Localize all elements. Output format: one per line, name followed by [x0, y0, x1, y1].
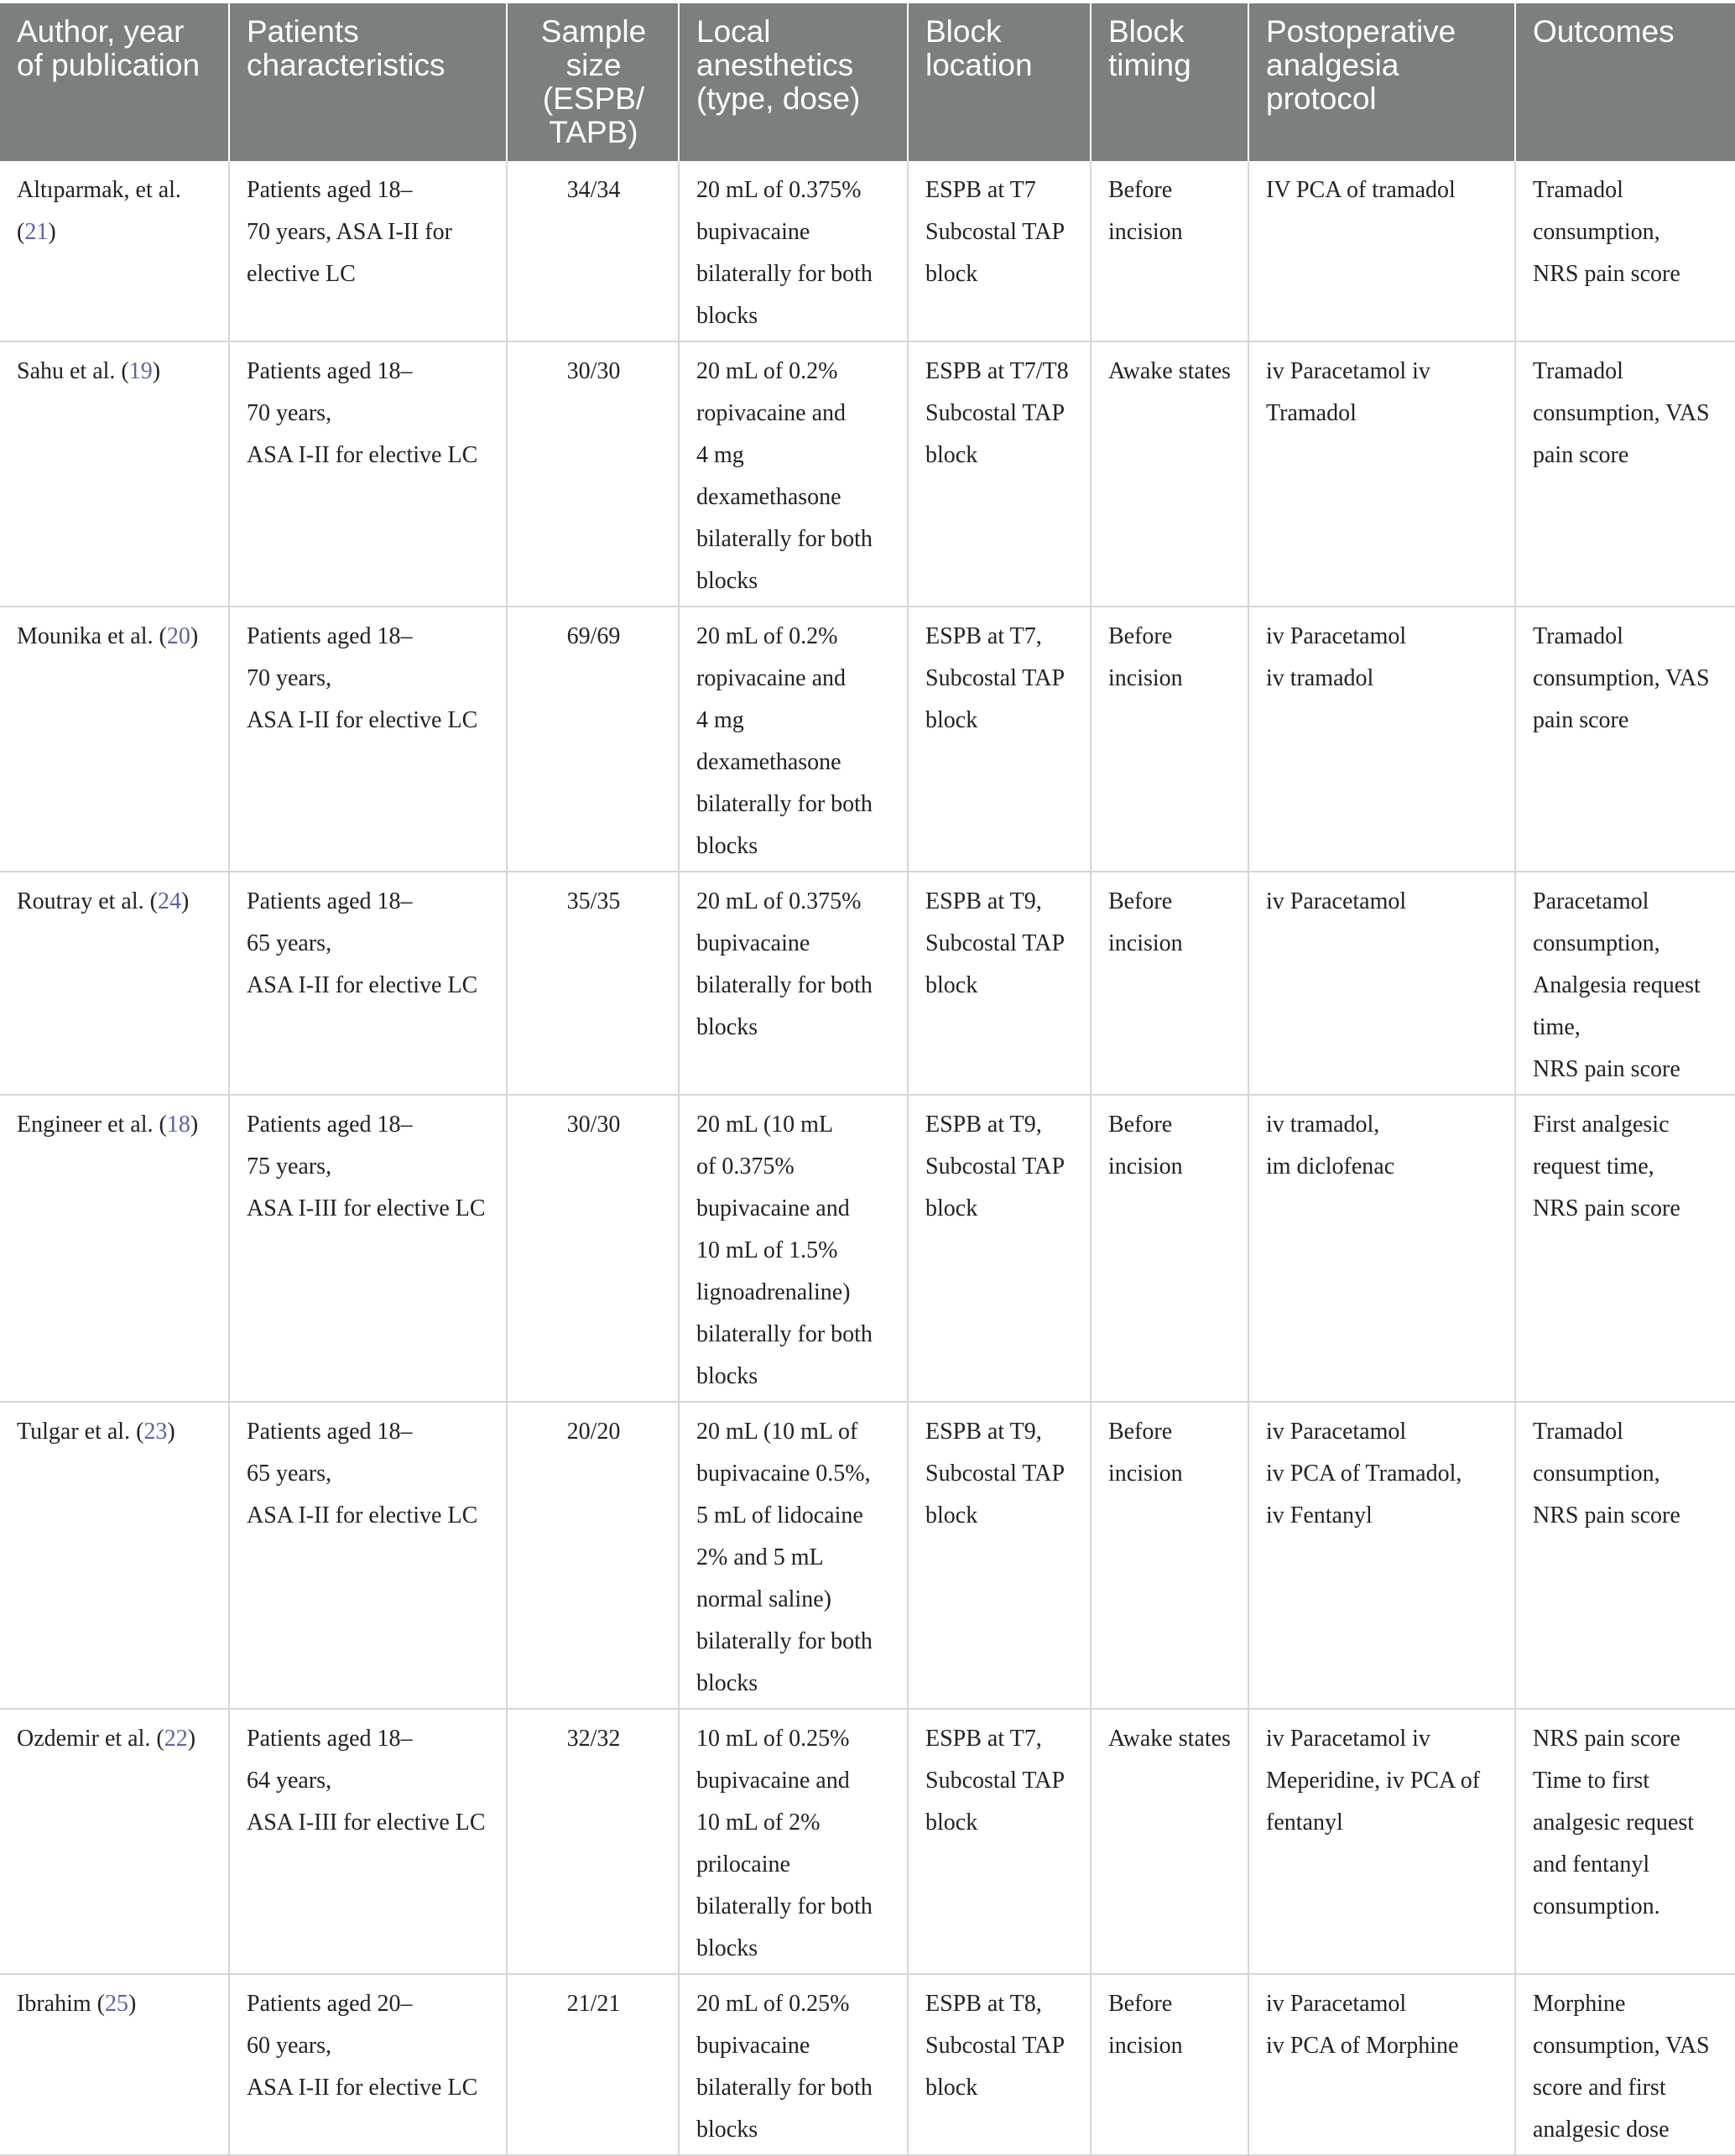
cell-sample-size: 34/34 — [507, 161, 679, 341]
cell-local-anesthetics-line: lignoadrenaline) — [696, 1279, 851, 1305]
cell-outcomes-line: First analgesic — [1533, 1112, 1670, 1138]
cell-patients-line: Patients aged 18– — [247, 1419, 413, 1445]
cell-patients-line: ASA I-III for elective LC — [247, 1810, 486, 1836]
cell-analgesia-protocol-line: iv Paracetamol iv — [1266, 358, 1430, 384]
cell-local-anesthetics — [679, 341, 908, 607]
author-text-end: ) — [48, 219, 56, 245]
table-row — [0, 341, 1735, 607]
cell-local-anesthetics-line: blocks — [696, 1935, 758, 1961]
cell-local-anesthetics-line: blocks — [696, 833, 758, 859]
cell-block-location — [908, 1402, 1091, 1709]
cell-patients-line: Patients aged 18– — [247, 358, 413, 384]
cell-analgesia-protocol — [1248, 1095, 1515, 1402]
reference-link[interactable]: 21 — [24, 219, 49, 245]
cell-author — [0, 1974, 229, 2155]
cell-outcomes-line: time, — [1533, 1014, 1581, 1040]
cell-patients — [229, 341, 507, 607]
cell-block-location-line: Subcostal TAP — [925, 1461, 1065, 1487]
cell-outcomes-line: consumption, — [1533, 930, 1660, 956]
cell-analgesia-protocol-line: Meperidine, iv PCA of — [1266, 1768, 1481, 1794]
cell-outcomes — [1515, 607, 1735, 872]
cell-outcomes-line: NRS pain score — [1533, 1502, 1680, 1528]
cell-block-location-line: block — [925, 261, 978, 287]
cell-analgesia-protocol-line: iv tramadol — [1266, 665, 1374, 691]
cell-block-timing-line: incision — [1108, 219, 1183, 245]
cell-analgesia-protocol-line: IV PCA of tramadol — [1266, 177, 1456, 203]
cell-local-anesthetics-line: bilaterally for both — [696, 1893, 873, 1919]
cell-outcomes-line: consumption. — [1533, 1893, 1660, 1919]
cell-local-anesthetics — [679, 1709, 908, 1974]
cell-block-location-line: ESPB at T9, — [925, 888, 1042, 914]
cell-local-anesthetics-line: bupivacaine and — [696, 1195, 850, 1221]
cell-local-anesthetics-line: dexamethasone — [696, 749, 841, 775]
cell-outcomes-line: analgesic request — [1533, 1810, 1695, 1836]
cell-outcomes-line: and fentanyl — [1533, 1851, 1650, 1877]
cell-outcomes-line: Paracetamol — [1533, 888, 1649, 914]
cell-local-anesthetics-line: 2% and 5 mL — [696, 1544, 824, 1570]
cell-patients-line: Patients aged 18– — [247, 623, 413, 649]
cell-outcomes-line: NRS pain score — [1533, 261, 1680, 287]
cell-patients-line: Patients aged 18– — [247, 1726, 413, 1752]
cell-local-anesthetics-line: 20 mL of 0.2% — [696, 358, 838, 384]
cell-patients-line: 60 years, — [247, 2033, 332, 2059]
author-text: Ozdemir et al. ( — [17, 1726, 164, 1752]
cell-local-anesthetics-line: blocks — [696, 2117, 758, 2143]
cell-block-timing-line: Before — [1108, 888, 1173, 914]
cell-sample-size: 20/20 — [507, 1402, 679, 1709]
cell-local-anesthetics — [679, 872, 908, 1095]
cell-analgesia-protocol — [1248, 161, 1515, 341]
header-author: Author, year of publication — [0, 3, 229, 161]
cell-outcomes-line: Tramadol — [1533, 623, 1623, 649]
table-row — [0, 872, 1735, 1095]
cell-local-anesthetics-line: bupivacaine 0.5%, — [696, 1461, 871, 1487]
author-text: Engineer et al. ( — [17, 1112, 167, 1138]
cell-patients — [229, 872, 507, 1095]
cell-outcomes-line: Tramadol — [1533, 177, 1623, 203]
cell-block-timing — [1091, 1974, 1248, 2155]
author-text: Sahu et al. ( — [17, 358, 129, 384]
cell-outcomes-line: Analgesia request — [1533, 972, 1701, 998]
cell-block-location-line: ESPB at T7, — [925, 1726, 1042, 1752]
cell-block-timing — [1091, 872, 1248, 1095]
cell-outcomes-line: consumption, — [1533, 1461, 1660, 1487]
cell-sample-size: 30/30 — [507, 1095, 679, 1402]
cell-analgesia-protocol — [1248, 341, 1515, 607]
cell-analgesia-protocol-line: iv Paracetamol — [1266, 1419, 1407, 1445]
cell-block-timing — [1091, 1402, 1248, 1709]
cell-outcomes-line: score and first — [1533, 2075, 1666, 2101]
cell-analgesia-protocol-line: iv Paracetamol — [1266, 888, 1407, 914]
header-outcomes: Outcomes — [1515, 3, 1735, 161]
cell-outcomes-line: analgesic dose — [1533, 2117, 1670, 2143]
cell-analgesia-protocol — [1248, 1974, 1515, 2155]
cell-patients-line: 75 years, — [247, 1154, 332, 1180]
cell-local-anesthetics-line: blocks — [696, 568, 758, 594]
author-text: Mounika et al. ( — [17, 623, 167, 649]
cell-outcomes-line: NRS pain score — [1533, 1726, 1680, 1752]
studies-table — [0, 3, 1735, 2156]
cell-block-location-line: Subcostal TAP — [925, 219, 1065, 245]
cell-analgesia-protocol-line: iv Paracetamol — [1266, 1991, 1407, 2017]
cell-block-location-line: Subcostal TAP — [925, 1768, 1065, 1794]
cell-block-location-line: ESPB at T8, — [925, 1991, 1042, 2017]
cell-outcomes-line: consumption, VAS — [1533, 400, 1710, 426]
cell-outcomes-line: request time, — [1533, 1154, 1654, 1180]
cell-sample-size: 35/35 — [507, 872, 679, 1095]
cell-block-location — [908, 1095, 1091, 1402]
cell-local-anesthetics-line: 20 mL of 0.375% — [696, 888, 862, 914]
cell-local-anesthetics-line: bupivacaine — [696, 930, 810, 956]
cell-local-anesthetics-line: blocks — [696, 1014, 758, 1040]
cell-local-anesthetics-line: bilaterally for both — [696, 791, 873, 817]
cell-local-anesthetics-line: 10 mL of 2% — [696, 1810, 821, 1836]
cell-block-location-line: block — [925, 2075, 978, 2101]
cell-sample-size: 32/32 — [507, 1709, 679, 1974]
reference-link[interactable]: 20 — [166, 623, 190, 649]
table-header-row — [0, 3, 1735, 161]
cell-block-timing — [1091, 1709, 1248, 1974]
cell-local-anesthetics-line: prilocaine — [696, 1851, 790, 1877]
cell-block-timing-line: Before — [1108, 1112, 1173, 1138]
cell-patients-line: Patients aged 18– — [247, 888, 413, 914]
author-text: Ibrahim ( — [17, 1991, 105, 2017]
cell-patients-line: ASA I-II for elective LC — [247, 442, 478, 468]
reference-link[interactable]: 23 — [143, 1419, 168, 1445]
cell-block-location — [908, 607, 1091, 872]
cell-analgesia-protocol-line: im diclofenac — [1266, 1154, 1395, 1180]
cell-block-timing-line: Before — [1108, 1991, 1173, 2017]
cell-block-location-line: block — [925, 1502, 978, 1528]
cell-author — [0, 1402, 229, 1709]
cell-patients-line: ASA I-II for elective LC — [247, 1502, 478, 1528]
header-sample-size: Sample size (ESPB/ TAPB) — [507, 3, 679, 161]
cell-block-timing — [1091, 1095, 1248, 1402]
cell-block-location-line: ESPB at T7, — [925, 623, 1042, 649]
cell-outcomes-line: pain score — [1533, 442, 1629, 468]
cell-outcomes-line: Time to first — [1533, 1768, 1649, 1794]
cell-patients-line: Patients aged 20– — [247, 1991, 413, 2017]
cell-patients — [229, 1402, 507, 1709]
reference-link[interactable]: 25 — [104, 1991, 128, 2017]
cell-local-anesthetics-line: 10 mL of 1.5% — [696, 1237, 838, 1263]
cell-block-timing — [1091, 607, 1248, 872]
cell-local-anesthetics — [679, 161, 908, 341]
cell-block-location-line: ESPB at T7/T8 — [925, 358, 1069, 384]
cell-local-anesthetics-line: 10 mL of 0.25% — [696, 1726, 850, 1752]
cell-patients-line: Patients aged 18– — [247, 1112, 413, 1138]
cell-analgesia-protocol-line: iv Paracetamol — [1266, 623, 1407, 649]
cell-analgesia-protocol — [1248, 607, 1515, 872]
cell-local-anesthetics — [679, 1095, 908, 1402]
cell-local-anesthetics — [679, 607, 908, 872]
cell-block-timing-line: incision — [1108, 930, 1183, 956]
table-body — [0, 161, 1735, 2155]
cell-author — [0, 341, 229, 607]
reference-link[interactable]: 24 — [157, 888, 181, 914]
cell-analgesia-protocol — [1248, 872, 1515, 1095]
cell-outcomes-line: NRS pain score — [1533, 1195, 1680, 1221]
cell-block-location-line: Subcostal TAP — [925, 400, 1065, 426]
cell-outcomes-line: consumption, — [1533, 219, 1660, 245]
header-block-location: Block location — [908, 3, 1091, 161]
cell-block-location-line: block — [925, 1810, 978, 1836]
cell-local-anesthetics-line: 20 mL of 0.375% — [696, 177, 862, 203]
table-row — [0, 161, 1735, 341]
cell-author — [0, 607, 229, 872]
cell-sample-size: 30/30 — [507, 341, 679, 607]
cell-outcomes-line: Tramadol — [1533, 358, 1623, 384]
cell-patients-line: elective LC — [247, 261, 356, 287]
author-text-end: ) — [187, 1726, 196, 1752]
cell-patients — [229, 1974, 507, 2155]
cell-patients-line: ASA I-II for elective LC — [247, 707, 478, 733]
cell-patients-line: 65 years, — [247, 1461, 332, 1487]
cell-author — [0, 872, 229, 1095]
cell-local-anesthetics-line: 20 mL (10 mL of — [696, 1419, 858, 1445]
cell-patients-line: ASA I-III for elective LC — [247, 1195, 486, 1221]
cell-local-anesthetics-line: 20 mL of 0.25% — [696, 1991, 850, 2017]
cell-block-timing-line: Before — [1108, 177, 1173, 203]
cell-outcomes-line: NRS pain score — [1533, 1056, 1680, 1082]
cell-patients-line: 64 years, — [247, 1768, 332, 1794]
cell-author — [0, 161, 229, 341]
cell-local-anesthetics-line: 20 mL (10 mL — [696, 1112, 834, 1138]
cell-local-anesthetics-line: bilaterally for both — [696, 1321, 873, 1347]
cell-local-anesthetics-line: ropivacaine and — [696, 400, 847, 426]
cell-local-anesthetics-line: bupivacaine — [696, 219, 810, 245]
cell-local-anesthetics-line: bilaterally for both — [696, 1628, 873, 1654]
cell-outcomes — [1515, 1402, 1735, 1709]
cell-sample-size: 21/21 — [507, 1974, 679, 2155]
author-text-end: ) — [167, 1419, 175, 1445]
cell-block-location — [908, 1709, 1091, 1974]
cell-local-anesthetics-line: 4 mg — [696, 707, 744, 733]
table-row — [0, 1974, 1735, 2155]
cell-local-anesthetics-line: blocks — [696, 1363, 758, 1389]
cell-patients-line: 65 years, — [247, 930, 332, 956]
reference-link[interactable]: 22 — [164, 1726, 188, 1752]
cell-block-timing-line: Before — [1108, 623, 1173, 649]
author-text-end: ) — [190, 623, 199, 649]
cell-block-timing-line: Before — [1108, 1419, 1173, 1445]
reference-link[interactable]: 19 — [128, 358, 153, 384]
table-row — [0, 1095, 1735, 1402]
cell-block-location-line: ESPB at T9, — [925, 1112, 1042, 1138]
cell-block-location-line: ESPB at T9, — [925, 1419, 1042, 1445]
cell-block-timing-line: Awake states — [1108, 1726, 1231, 1752]
cell-analgesia-protocol — [1248, 1402, 1515, 1709]
cell-analgesia-protocol-line: iv PCA of Tramadol, — [1266, 1461, 1462, 1487]
cell-outcomes — [1515, 161, 1735, 341]
cell-patients-line: 70 years, — [247, 400, 332, 426]
cell-outcomes-line: pain score — [1533, 707, 1629, 733]
cell-outcomes-line: Morphine — [1533, 1991, 1626, 2017]
cell-patients-line: 70 years, — [247, 665, 332, 691]
cell-patients — [229, 607, 507, 872]
header-patients: Patients characteristics — [229, 3, 507, 161]
cell-author — [0, 1095, 229, 1402]
cell-outcomes-line: Tramadol — [1533, 1419, 1623, 1445]
cell-block-timing-line: incision — [1108, 1154, 1183, 1180]
cell-patients-line: 70 years, ASA I-II for — [247, 219, 452, 245]
header-postoperative-protocol: Postoperative analgesia protocol — [1248, 3, 1515, 161]
cell-block-timing-line: incision — [1108, 665, 1183, 691]
cell-analgesia-protocol — [1248, 1709, 1515, 1974]
cell-outcomes — [1515, 1709, 1735, 1974]
author-text-end: ) — [180, 888, 190, 914]
table-row — [0, 1709, 1735, 1974]
cell-block-location-line: Subcostal TAP — [925, 1154, 1065, 1180]
cell-block-location — [908, 1974, 1091, 2155]
reference-link[interactable]: 18 — [166, 1112, 190, 1138]
cell-block-timing — [1091, 161, 1248, 341]
cell-block-location — [908, 161, 1091, 341]
cell-block-timing — [1091, 341, 1248, 607]
cell-patients — [229, 1095, 507, 1402]
cell-block-location-line: block — [925, 442, 978, 468]
cell-block-location-line: Subcostal TAP — [925, 930, 1065, 956]
header-block-timing: Block timing — [1091, 3, 1248, 161]
cell-patients — [229, 161, 507, 341]
author-text: Tulgar et al. ( — [17, 1419, 144, 1445]
cell-patients-line: Patients aged 18– — [247, 177, 413, 203]
author-text: Routray et al. ( — [17, 888, 158, 914]
cell-block-location — [908, 872, 1091, 1095]
table-row — [0, 1402, 1735, 1709]
header-local-anesthetics: Local anesthetics (type, dose) — [679, 3, 908, 161]
cell-local-anesthetics-line: bilaterally for both — [696, 526, 873, 552]
cell-block-location-line: block — [925, 972, 978, 998]
cell-block-location-line: Subcostal TAP — [925, 665, 1065, 691]
cell-local-anesthetics-line: bupivacaine — [696, 2033, 810, 2059]
cell-block-location-line: Subcostal TAP — [925, 2033, 1065, 2059]
cell-local-anesthetics-line: normal saline) — [696, 1586, 831, 1612]
cell-block-timing-line: Awake states — [1108, 358, 1231, 384]
cell-block-location — [908, 341, 1091, 607]
cell-patients-line: ASA I-II for elective LC — [247, 972, 478, 998]
cell-analgesia-protocol-line: fentanyl — [1266, 1810, 1343, 1836]
cell-block-timing-line: incision — [1108, 1461, 1183, 1487]
cell-outcomes-line: consumption, VAS — [1533, 2033, 1710, 2059]
cell-local-anesthetics-line: 20 mL of 0.2% — [696, 623, 838, 649]
author-text-end: ) — [152, 358, 161, 384]
author-text-end: ) — [190, 1112, 199, 1138]
cell-block-timing-line: incision — [1108, 2033, 1183, 2059]
cell-analgesia-protocol-line: iv tramadol, — [1266, 1112, 1380, 1138]
author-text-end: ) — [128, 1991, 137, 2017]
cell-outcomes — [1515, 341, 1735, 607]
cell-sample-size: 69/69 — [507, 607, 679, 872]
cell-block-location-line: ESPB at T7 — [925, 177, 1036, 203]
cell-outcomes-line: consumption, VAS — [1533, 665, 1710, 691]
author-text: Altıparmak, et al. ( — [17, 177, 181, 245]
cell-local-anesthetics-line: 4 mg — [696, 442, 744, 468]
cell-analgesia-protocol-line: iv Fentanyl — [1266, 1502, 1373, 1528]
cell-outcomes — [1515, 1974, 1735, 2155]
table-row — [0, 607, 1735, 872]
cell-local-anesthetics — [679, 1974, 908, 2155]
cell-local-anesthetics-line: blocks — [696, 303, 758, 329]
cell-patients — [229, 1709, 507, 1974]
cell-patients-line: ASA I-II for elective LC — [247, 2075, 478, 2101]
cell-local-anesthetics-line: bupivacaine and — [696, 1768, 850, 1794]
cell-local-anesthetics — [679, 1402, 908, 1709]
cell-local-anesthetics-line: bilaterally for both — [696, 261, 873, 287]
cell-local-anesthetics-line: bilaterally for both — [696, 972, 873, 998]
cell-local-anesthetics-line: dexamethasone — [696, 484, 841, 510]
cell-block-location-line: block — [925, 707, 978, 733]
cell-local-anesthetics-line: 5 mL of lidocaine — [696, 1502, 863, 1528]
cell-outcomes — [1515, 1095, 1735, 1402]
cell-block-location-line: block — [925, 1195, 978, 1221]
cell-analgesia-protocol-line: Tramadol — [1266, 400, 1357, 426]
cell-local-anesthetics-line: bilaterally for both — [696, 2075, 873, 2101]
cell-analgesia-protocol-line: iv Paracetamol iv — [1266, 1726, 1430, 1752]
cell-analgesia-protocol-line: iv PCA of Morphine — [1266, 2033, 1459, 2059]
cell-local-anesthetics-line: ropivacaine and — [696, 665, 847, 691]
cell-author — [0, 1709, 229, 1974]
cell-outcomes — [1515, 872, 1735, 1095]
cell-local-anesthetics-line: of 0.375% — [696, 1154, 795, 1180]
cell-local-anesthetics-line: blocks — [696, 1670, 758, 1696]
